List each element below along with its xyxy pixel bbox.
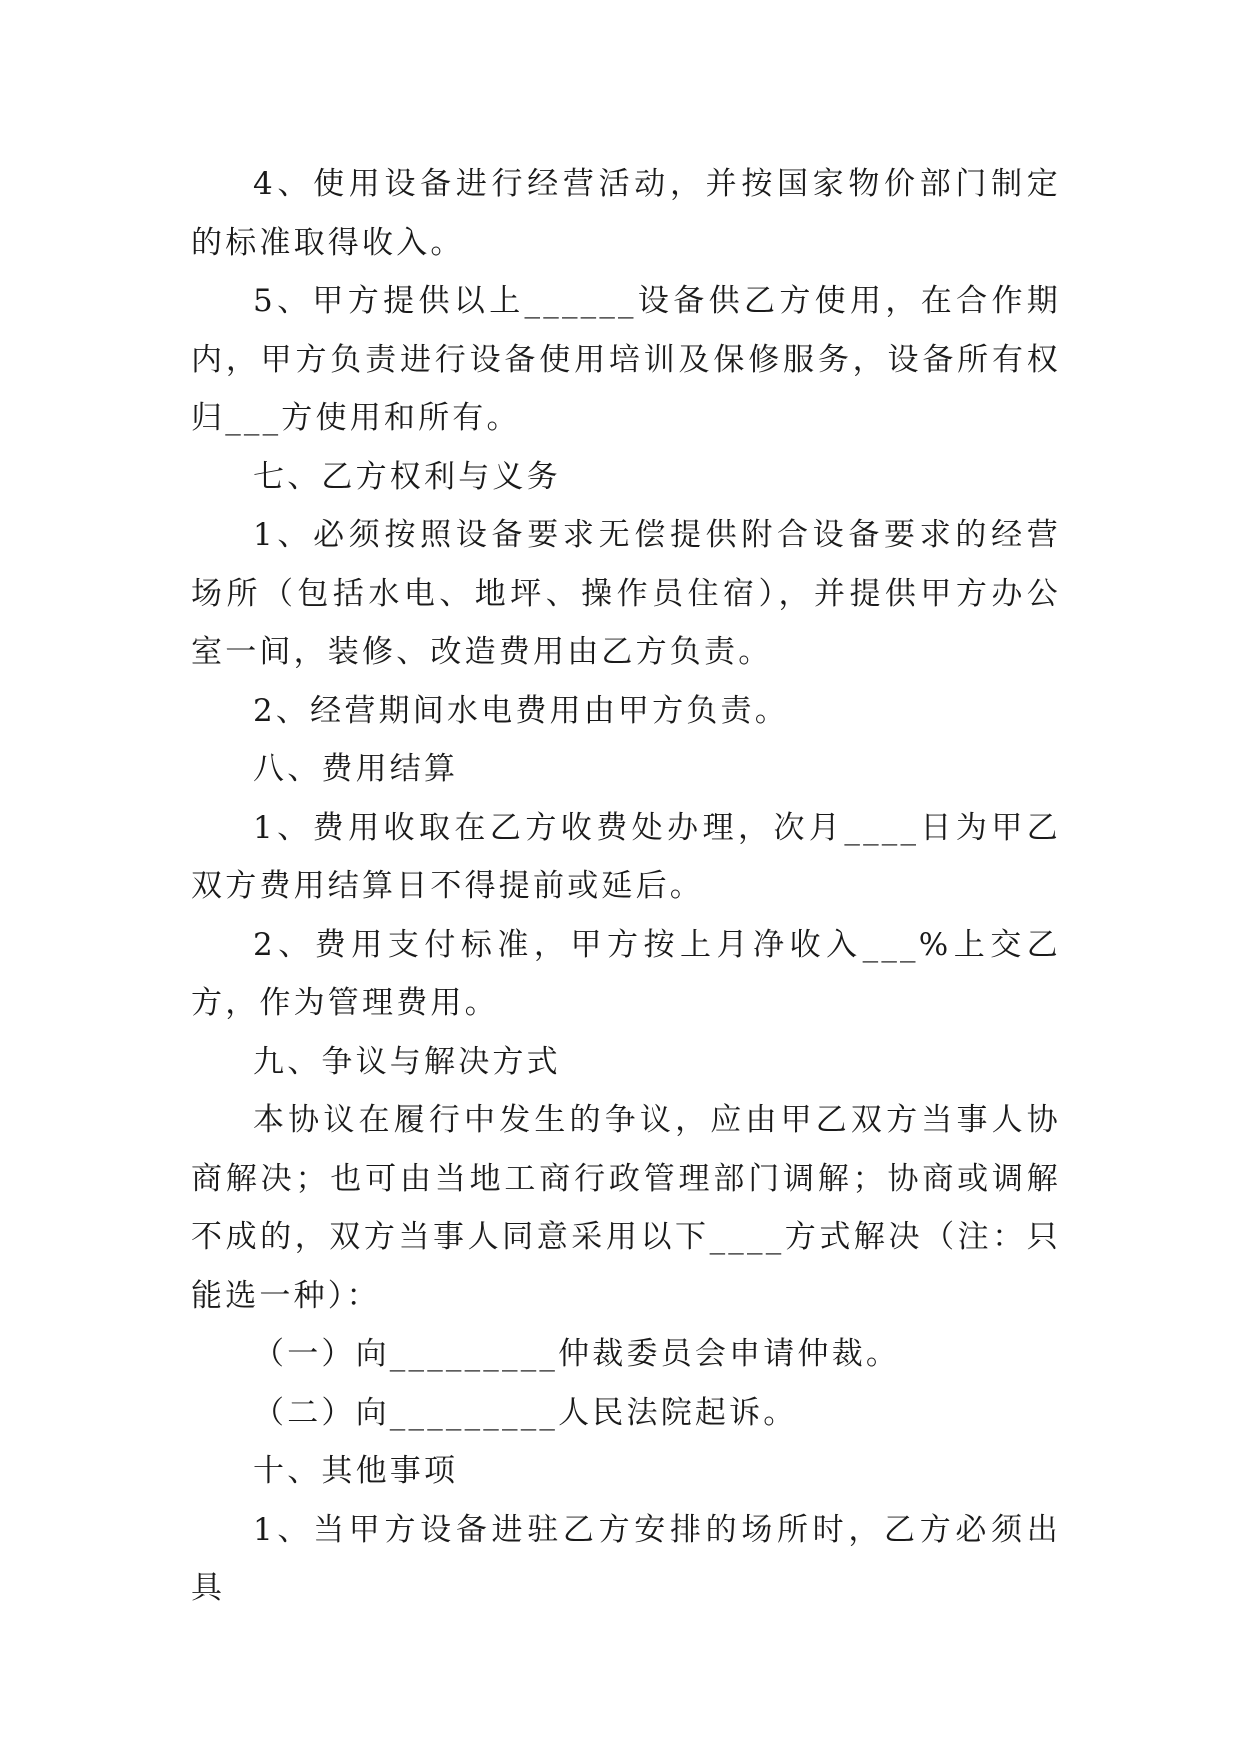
option-item: （一）向_________仲裁委员会申请仲裁。 xyxy=(253,1336,901,1372)
section-heading: 九、争议与解决方式 xyxy=(253,1043,561,1080)
section-heading: 八、费用结算 xyxy=(253,751,459,787)
clause-paragraph: 本协议在履行中发生的争议，应由甲乙双方当事人协商解决；也可由当地工商行政管理部门调解；协商或调解不成的，双方当事人同意采用以下____方式解决（注：只能选一种）： xyxy=(191,1102,1061,1314)
clause-paragraph: 5、甲方提供以上______设备供乙方使用，在合作期内，甲方负责进行设备使用培训及保修服务，设备所有权归___方使用和所有。 xyxy=(191,283,1061,436)
clause-paragraph: 2、经营期间水电费用由甲方负责。 xyxy=(253,692,789,729)
clause-paragraph: 1、费用收取在乙方收费处办理，次月____日为甲乙双方费用结算日不得提前或延后。 xyxy=(191,809,1061,904)
clause-paragraph: 2、费用支付标准，甲方按上月净收入___%上交乙方，作为管理费用。 xyxy=(191,926,1061,1021)
document-body xyxy=(191,155,1061,1618)
clause-paragraph: 4、使用设备进行经营活动，并按国家物价部门制定的标准取得收入。 xyxy=(191,166,1061,261)
section-heading: 十、其他事项 xyxy=(253,1453,459,1489)
clause-paragraph: 1、必须按照设备要求无偿提供附合设备要求的经营场所（包括水电、地坪、操作员住宿），并提供甲方办公室一间，装修、改造费用由乙方负责。 xyxy=(191,517,1061,670)
option-item: （二）向_________人民法院起诉。 xyxy=(253,1394,798,1431)
clause-paragraph: 1、当甲方设备进驻乙方安排的场所时，乙方必须出具 xyxy=(191,1511,1061,1606)
section-heading: 七、乙方权利与义务 xyxy=(253,458,561,495)
